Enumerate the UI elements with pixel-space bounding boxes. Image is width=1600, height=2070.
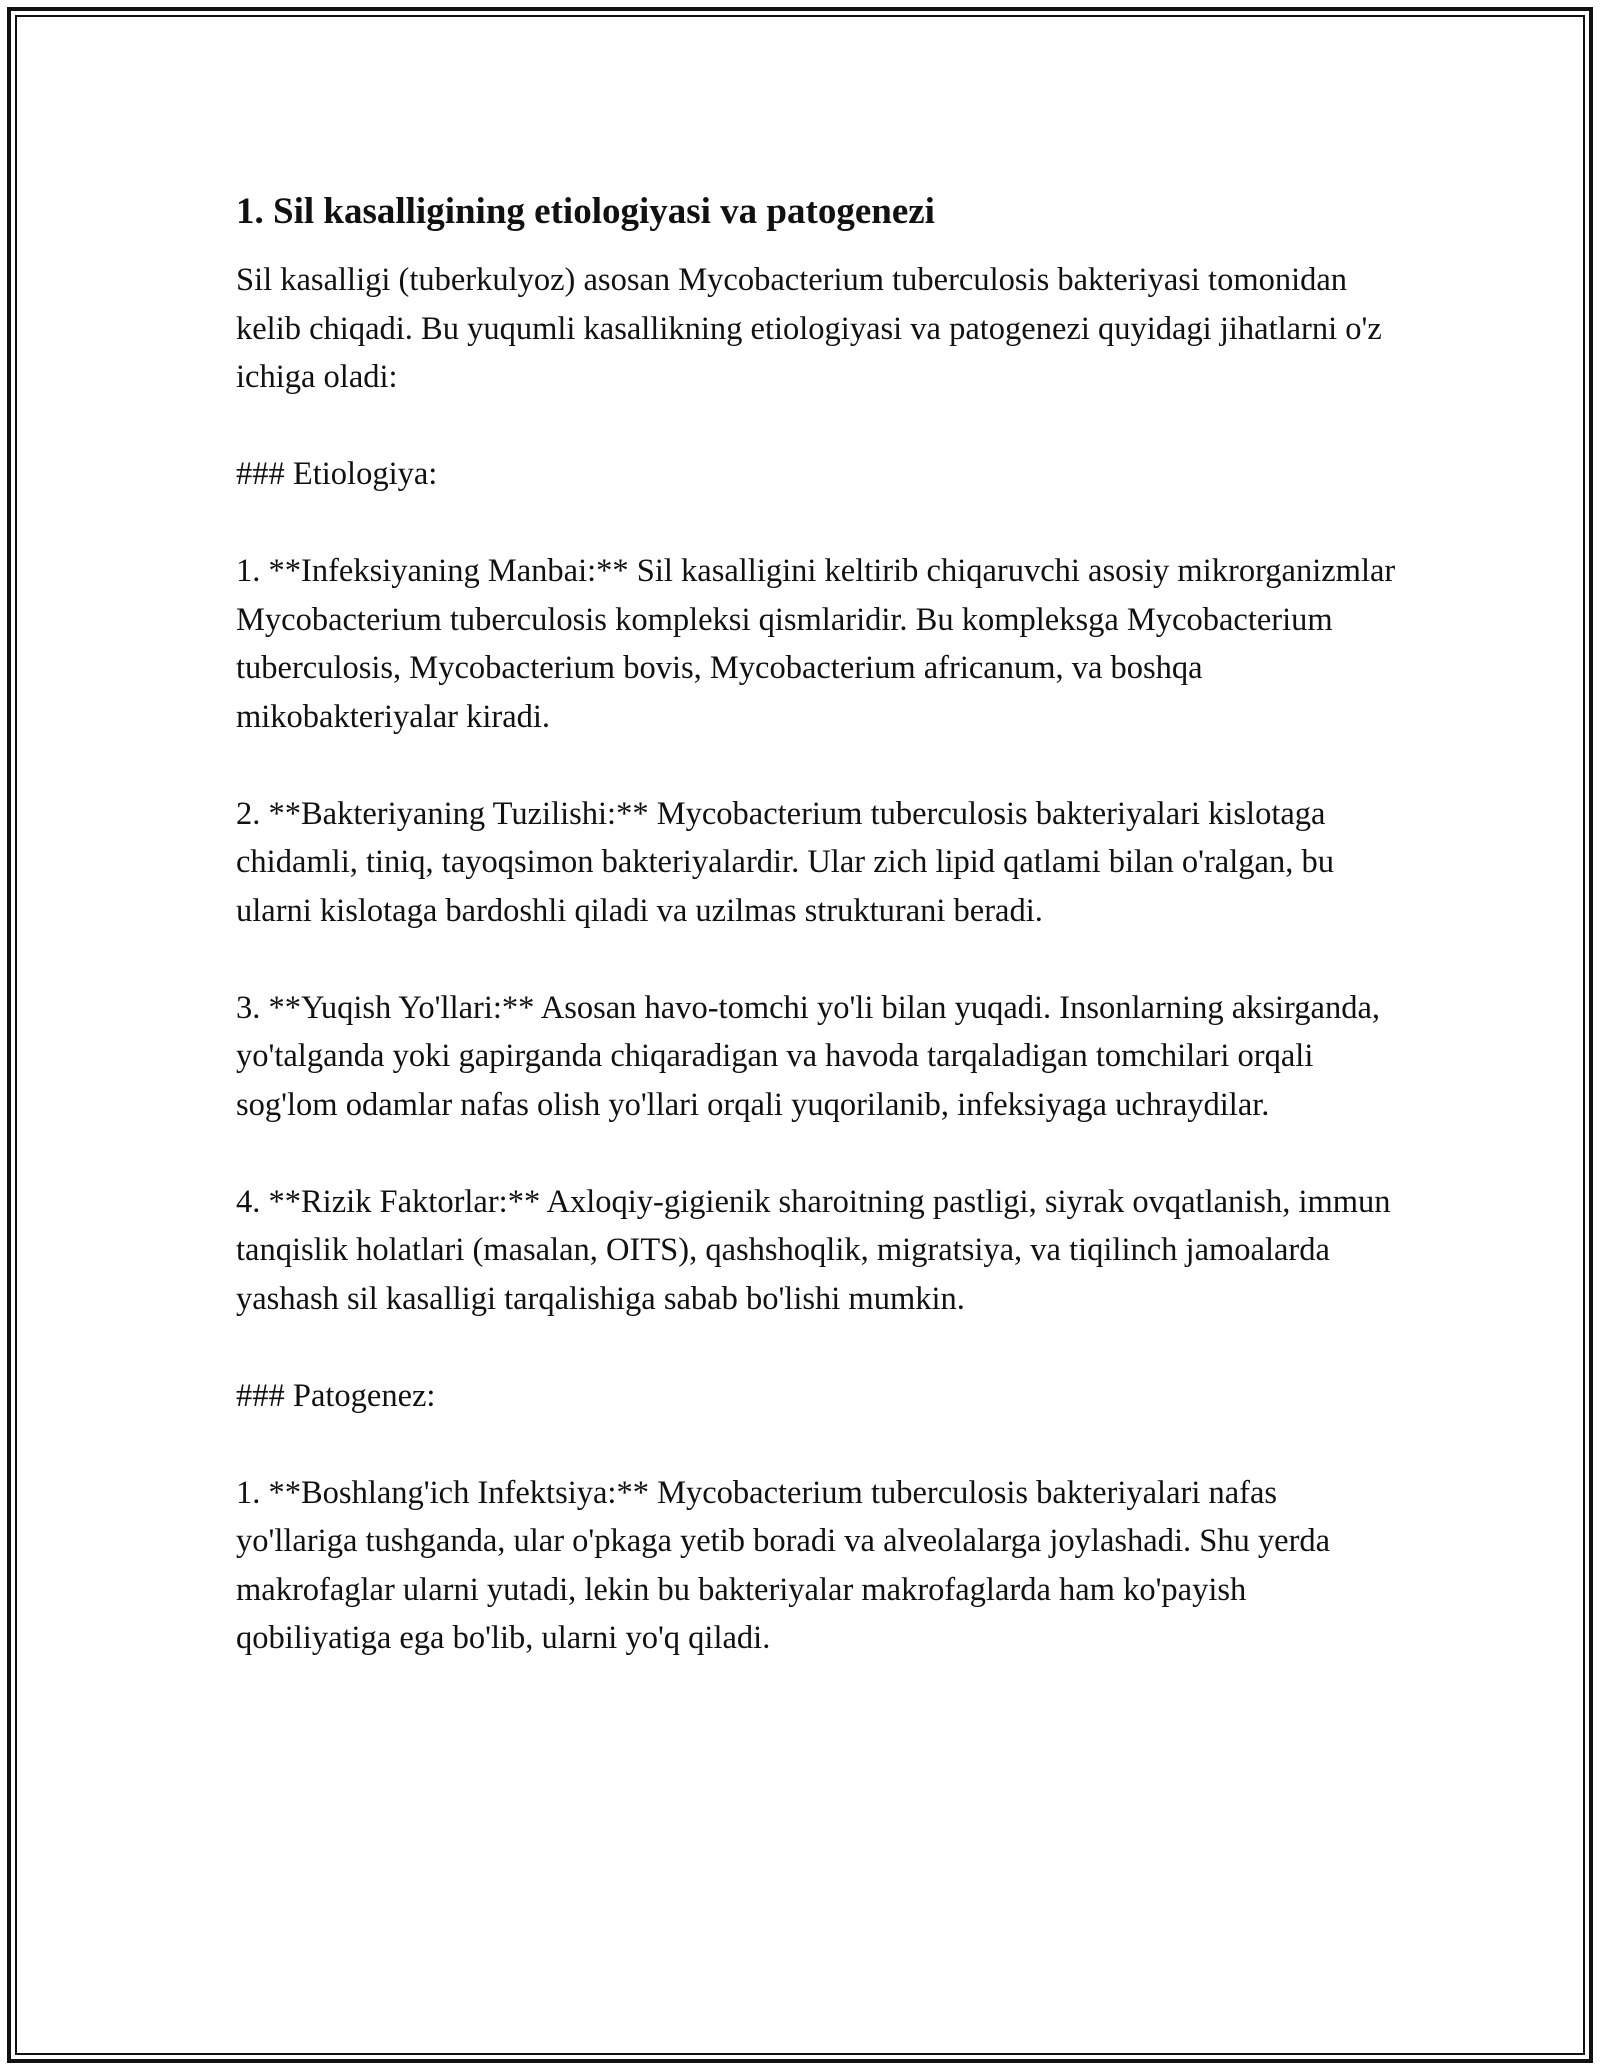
pathogenesis-item-initial-infection: 1. **Boshlang'ich Infektsiya:** Mycobacterium tuberculosis bakteriyalari nafas yo'llariga tushganda, ular o'pkaga yetib boradi va alveolalarga joylashadi. Shu yerda makrofaglar ularni yutadi, lekin bu bakteriyalar makrofaglarda ham ko'payish qobiliyatiga ega bo'lib, ularni yo'q qiladi.	[236, 1474, 1331, 1656]
etiology-item-transmission: 3. **Yuqish Yo'llari:** Asosan havo-tomchi yo'li bilan yuqadi. Insonlarning aksirganda, yo'talganda yoki gapirganda chiqaradigan va havoda tarqaladigan tomchilari orqali sog'lom odamlar nafas olish yo'llari orqali yuqorilanib, infeksiyaga uchraydilar.	[236, 989, 1381, 1123]
etiology-item-source: 1. **Infeksiyaning Manbai:** Sil kasalligini keltirib chiqaruvchi asosiy mikrorganizmlar Mycobacterium tuberculosis kompleksi qismlaridir. Bu kompleksga Mycobacterium tuberculosis, Mycobacterium bovis, Mycobacterium africanum, va boshqa mikobakteriyalar kiradi.	[236, 553, 1396, 735]
document-title: 1. Sil kasalligining etiologiyasi va patogenezi	[236, 191, 935, 232]
etiology-heading: ### Etiologiya:	[236, 456, 438, 492]
intro-paragraph: Sil kasalligi (tuberkulyoz) asosan Mycobacterium tuberculosis bakteriyasi tomonidan kelib chiqadi. Bu yuqumli kasallikning etiologiyasi va patogenezi quyidagi jihatlarni o'z ichiga oladi:	[236, 262, 1382, 395]
etiology-item-risk-factors: 4. **Rizik Faktorlar:** Axloqiy-gigienik sharoitning pastligi, siyrak ovqatlanish, immun tanqislik holatlari (masalan, OITS), qashshoqlik, migratsiya, va tiqilinch jamoalarda yashash sil kasalligi tarqalishiga sabab bo'lishi mumkin.	[236, 1183, 1391, 1317]
document-body	[236, 186, 1396, 1711]
etiology-item-structure: 2. **Bakteriyaning Tuzilishi:** Mycobacterium tuberculosis bakteriyalari kislotaga chidamli, tiniq, tayoqsimon bakteriyalardir. Ular zich lipid qatlami bilan o'ralgan, bu ularni kislotaga bardoshli qiladi va uzilmas strukturani beradi.	[236, 795, 1334, 929]
pathogenesis-heading: ### Patogenez:	[236, 1377, 436, 1414]
